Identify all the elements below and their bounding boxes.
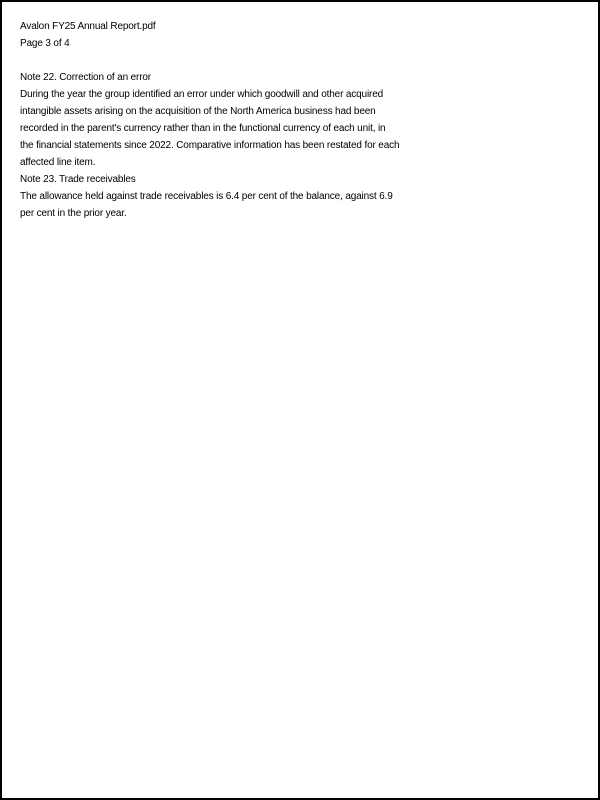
note-22	[20, 69, 440, 171]
note-text-line: The allowance held against trade receivables is 6.4 per cent of the balance, against 6.9	[20, 191, 393, 202]
note-23	[20, 171, 440, 222]
page-indicator: Page 3 of 4	[20, 38, 70, 49]
note-text-line: recorded in the parent's currency rather than in the functional currency of each unit, in	[20, 123, 386, 134]
note-text-line: the financial statements since 2022. Comparative information has been restated for each	[20, 140, 400, 151]
note-text-line: During the year the group identified an error under which goodwill and other acquired	[20, 89, 384, 100]
document-header	[20, 18, 440, 52]
note-heading: Note 23. Trade receivables	[20, 174, 136, 185]
document-body	[20, 69, 440, 222]
document-file-name: Avalon FY25 Annual Report.pdf	[20, 21, 156, 32]
note-text-line: intangible assets arising on the acquisition of the North America business had been	[20, 106, 376, 117]
note-text-line: affected line item.	[20, 157, 96, 168]
note-heading: Note 22. Correction of an error	[20, 72, 151, 83]
note-text-line: per cent in the prior year.	[20, 208, 127, 219]
